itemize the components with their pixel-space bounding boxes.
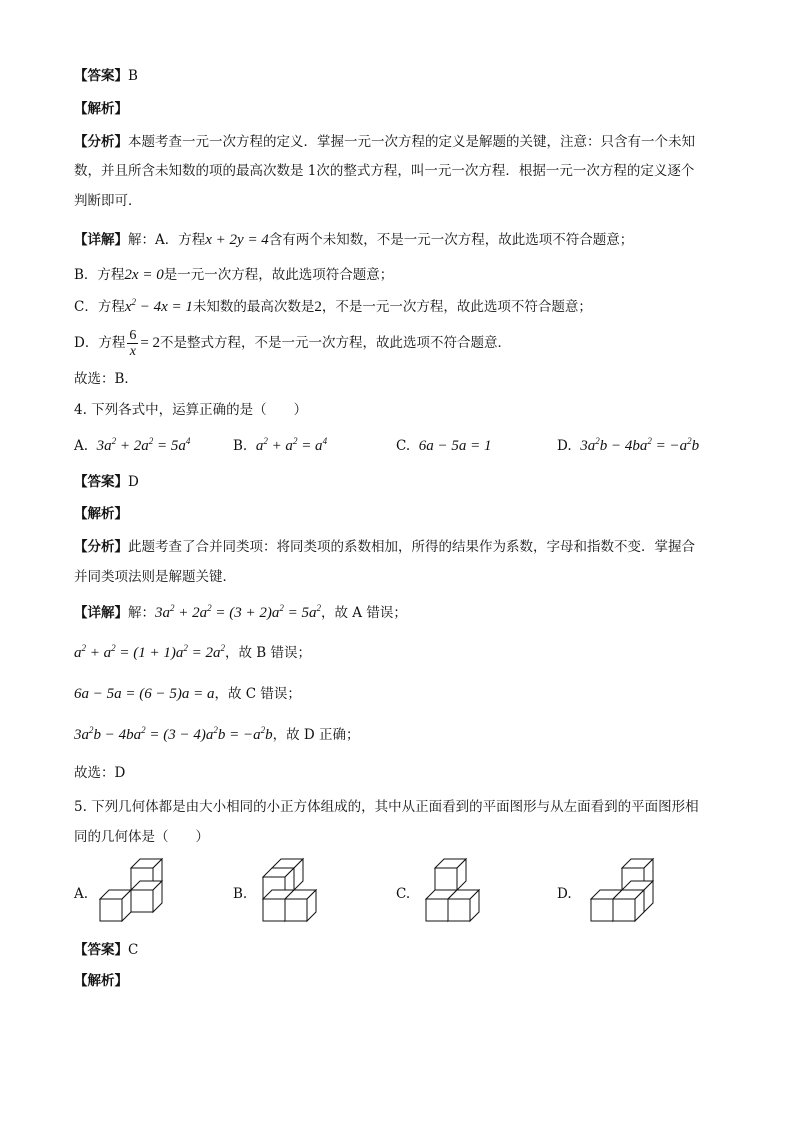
unit-cube	[613, 890, 644, 921]
q5-answer-line: 【答案】C	[74, 942, 139, 958]
q4-analysis-tag: 【解析】	[74, 506, 128, 522]
q3-detail-c: C．方程$x^2 - 4x = 1$未知数的最高次数是2，不是一元一次方程，故此选项不符合题意；	[74, 297, 592, 315]
unit-cube	[435, 859, 466, 890]
q5-option-b-label: B.	[233, 886, 248, 902]
unit-cube	[448, 890, 479, 921]
q5-stem-line2: 同的几何体是（ ）	[74, 829, 209, 845]
equation-c: $x^2 - 4x = 1$	[124, 297, 193, 315]
figure-d-cubes	[586, 855, 676, 930]
figure-b-cubes	[258, 855, 328, 930]
q4-stem: 4. 下列各式中，运算正确的是（ ）	[74, 402, 308, 418]
answer-value: D	[128, 474, 139, 490]
fenxi-text: 本题考查一元一次方程的定义．掌握一元一次方程的定义是解题的关键，注意：只含有一个未知	[128, 134, 695, 150]
q3-detail-d: D．方程 $\frac{6}{x}$ = 2不是整式方程，不是一元一次方程，故此选项不符合题意．	[74, 328, 512, 359]
answer-value: C	[128, 942, 139, 958]
q3-answer-line	[74, 66, 138, 86]
q3-detail-b: B．方程2x = 0是一元一次方程，故此选项符合题意；	[74, 267, 394, 283]
q5-option-d-label: D.	[557, 886, 572, 902]
q4-option-b: B. $a^2 + a^2 = a^4$	[233, 436, 328, 454]
q4-detail-4: $3a^2b - 4ba^2 = (3 - 4)a^2b = -a^2b$，故 D 正确；	[74, 725, 360, 743]
xiangjie-tag: 【详解】	[74, 232, 128, 248]
q5-option-c-label: C.	[396, 886, 411, 902]
q4-answer-line: 【答案】D	[74, 474, 139, 490]
q3-detail-a: 【详解】解：A．方程x + 2y = 4含有两个未知数，不是一元一次方程，故此选项不符合题意；	[74, 232, 634, 248]
q3-fenxi-line3: 判断即可．	[74, 193, 142, 209]
q4-detail-3: 6a − 5a = (6 − 5)a = a，故 C 错误；	[74, 686, 301, 702]
q3-fenxi-line2: 数，并且所含未知数的项的最高次数是 1次的整式方程，叫一元一次方程．根据一元一次方程的定义逐个	[74, 163, 695, 179]
q3-analysis-tag: 【解析】	[74, 101, 128, 117]
q4-fenxi-line1: 【分析】此题考查了合并同类项：将同类项的系数相加，所得的结果作为系数，字母和指数不变．掌握合	[74, 539, 695, 555]
q3-fenxi-line1	[74, 132, 695, 152]
answer-tag: 【答案】	[74, 68, 128, 84]
q4-choose: 故选：D	[74, 765, 126, 781]
unit-cube	[285, 890, 316, 921]
q3-choose: 故选：B．	[74, 371, 138, 387]
q4-option-d: D. $3a^2b - 4ba^2 = -a^2b$	[557, 436, 700, 454]
q4-option-a: A. $3a^2 + 2a^2 = 5a^4$	[74, 436, 191, 454]
unit-cube	[100, 890, 131, 921]
equation-b: 2x = 0	[124, 267, 164, 283]
answer-value: B	[128, 68, 138, 84]
fraction-6-over-x: $\frac{6}{x}$	[129, 328, 137, 359]
equation-a: x + 2y = 4	[205, 232, 269, 248]
q5-stem-line1: 5. 下列几何体都是由大小相同的小正方体组成的，其中从正面看到的平面图形与从左面看到的平面图形相	[74, 799, 699, 815]
q4-option-c: C. 6a − 5a = 1	[396, 438, 492, 454]
q5-analysis-tag: 【解析】	[74, 973, 128, 989]
q4-fenxi-line2: 并同类项法则是解题关键．	[74, 569, 236, 585]
q4-detail-2: $a^2 + a^2 = (1 + 1)a^2 = 2a^2$，故 B 错误；	[74, 643, 312, 661]
q4-detail-1: 【详解】解：$3a^2 + 2a^2 = (3 + 2)a^2 = 5a^2$，故 A 错误；	[74, 603, 407, 621]
fenxi-tag: 【分析】	[74, 134, 128, 150]
figure-c-cubes	[421, 855, 491, 930]
figure-a-cubes	[95, 855, 165, 930]
unit-cube	[131, 881, 162, 912]
q5-option-a-label: A.	[74, 886, 89, 902]
